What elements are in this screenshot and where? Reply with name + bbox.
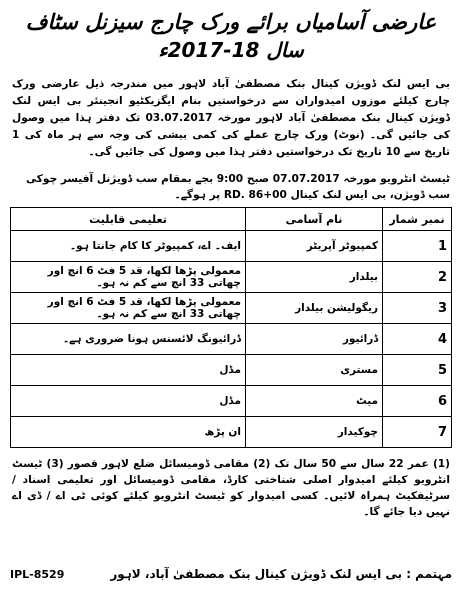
- ad-title: عارضی آسامیاں برائے ورک چارج سیزنل سٹاف: [25, 10, 437, 34]
- row-qual: معمولی پڑھا لکھا، قد 5 فٹ 6 انچ اور چھاتی 33 انچ سے کم نہ ہو۔: [11, 262, 246, 293]
- ad-subtitle: سال 18-2017ء: [158, 38, 304, 62]
- table-row: [11, 386, 452, 417]
- ipl-code: IPL-8529: [10, 567, 65, 581]
- table-header-row: [11, 208, 452, 231]
- intro-paragraph: بی ایس لنک ڈویژن کینال بنک مصطفیٰ آباد لاہور میں مندرجہ ذیل عارضی ورک چارج کیلئے موزوں امیدواران سے درخواستیں بنام ایگزیکٹیو انجینئر بی ایس لنک ڈویژن کینال بنک مصطفیٰ آباد لاہور مورخہ 03.07.2017 تک دفتر ہذا میں وصول کی جائیں گی۔ (نوٹ) ورک چارج عملے کی کمی بیشی کی وجہ سے ہر ماہ کی 1 تاریخ سے 10 تاریخ تک درخواستیں دفتر ہذا میں وصول کی جائیں گی۔: [12, 78, 450, 158]
- row-num: 3: [383, 293, 452, 324]
- row-qual: ایف۔ اے، کمپیوٹر کا کام جانتا ہو۔: [11, 231, 246, 262]
- row-num: 7: [383, 417, 452, 448]
- row-qual: مڈل: [11, 355, 246, 386]
- footer: [10, 563, 452, 585]
- table-row: [11, 262, 452, 293]
- row-num: 5: [383, 355, 452, 386]
- posts-table: [10, 207, 452, 448]
- table-row: [11, 324, 452, 355]
- row-num: 6: [383, 386, 452, 417]
- header-num: نمبر شمار: [383, 208, 452, 231]
- table-row: [11, 417, 452, 448]
- row-name: میٹ: [246, 386, 383, 417]
- table-row: [11, 293, 452, 324]
- table-row: [11, 231, 452, 262]
- row-num: 4: [383, 324, 452, 355]
- table-row: [11, 355, 452, 386]
- header-name: نام آسامی: [246, 208, 383, 231]
- interview-notice: ٹیسٹ انٹرویو مورخہ 07.07.2017 صبح 9:00 بجے بمقام سب ڈویژنل آفیسر چوکی سب ڈویژن، بی ایس لنک کینال RD. 86+00 پر ہوگے۔: [26, 173, 450, 201]
- row-num: 1: [383, 231, 452, 262]
- issuer-signature: مہتمم : بی ایس لنک ڈویژن کینال بنک مصطفیٰ آباد، لاہور: [110, 567, 452, 581]
- row-qual: مڈل: [11, 386, 246, 417]
- row-name: مستری: [246, 355, 383, 386]
- row-qual: معمولی پڑھا لکھا، قد 5 فٹ 6 انچ اور چھاتی 33 انچ سے کم نہ ہو۔: [11, 293, 246, 324]
- header-qual: تعلیمی قابلیت: [11, 208, 246, 231]
- row-name: کمپیوٹر آپریٹر: [246, 231, 383, 262]
- row-num: 2: [383, 262, 452, 293]
- conditions-notes: (1) عمر 22 سال سے 50 سال تک (2) مقامی ڈومیسائل ضلع لاہور قصور (3) ٹیسٹ انٹرویو کیلئے امیدوار اصلی شناختی کارڈ، مقامی ڈومیسائل اور تعلیمی اسناد / سرٹیفکیٹ ہمراہ لائیں۔ کسی امیدوار کو ٹیسٹ انٹرویو کیلئے کوئی ٹی اے / ڈی اے نہیں دیا جائے گا۔: [12, 458, 451, 518]
- row-qual: ان پڑھ: [11, 417, 246, 448]
- row-name: ڈرائیور: [246, 324, 383, 355]
- row-name: چوکیدار: [246, 417, 383, 448]
- row-name: بیلدار: [246, 262, 383, 293]
- row-qual: ڈرائیونگ لائسنس ہونا ضروری ہے۔: [11, 324, 246, 355]
- row-name: ریگولیشن بیلدار: [246, 293, 383, 324]
